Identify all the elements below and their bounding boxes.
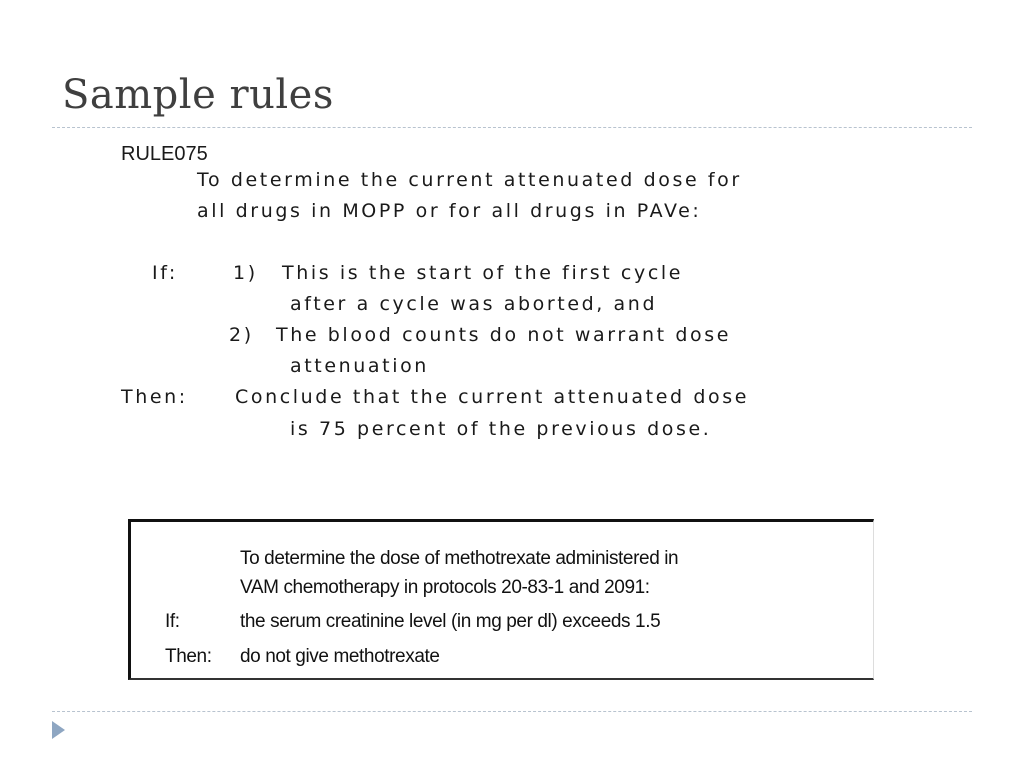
- condition-1-line-2: after a cycle was aborted, and: [290, 293, 658, 315]
- then-label: Then:: [121, 386, 188, 408]
- triangle-bullet-icon: [52, 721, 65, 739]
- condition-2-line-1: The blood counts do not warrant dose: [276, 324, 732, 346]
- box-conclusion: do not give methotrexate: [240, 646, 440, 667]
- footer-divider: [52, 711, 972, 712]
- methotrexate-rule-box: [128, 519, 874, 680]
- box-if-label: If:: [165, 611, 180, 632]
- condition-1-line-1: This is the start of the first cycle: [282, 262, 684, 284]
- box-condition: the serum creatinine level (in mg per dl) exceeds 1.5: [240, 611, 661, 632]
- condition-2-line-2: attenuation: [290, 355, 429, 377]
- title-divider: [52, 127, 972, 128]
- conclusion-line-1: Conclude that the current attenuated dose: [235, 386, 749, 408]
- slide-title: Sample rules: [62, 72, 334, 118]
- condition-2-number: 2): [229, 324, 254, 346]
- box-goal-line-2: VAM chemotherapy in protocols 20-83-1 and 2091:: [240, 577, 650, 598]
- box-goal-line-1: To determine the dose of methotrexate administered in: [240, 548, 679, 569]
- condition-1-number: 1): [233, 262, 258, 284]
- rule-goal-line-1: To determine the current attenuated dose for: [197, 169, 742, 191]
- if-label: If:: [152, 262, 178, 284]
- conclusion-line-2: is 75 percent of the previous dose.: [290, 418, 712, 440]
- rule-goal-line-2: all drugs in MOPP or for all drugs in PAVe:: [197, 200, 702, 222]
- box-then-label: Then:: [165, 646, 212, 667]
- rule-id: RULE075: [121, 143, 208, 165]
